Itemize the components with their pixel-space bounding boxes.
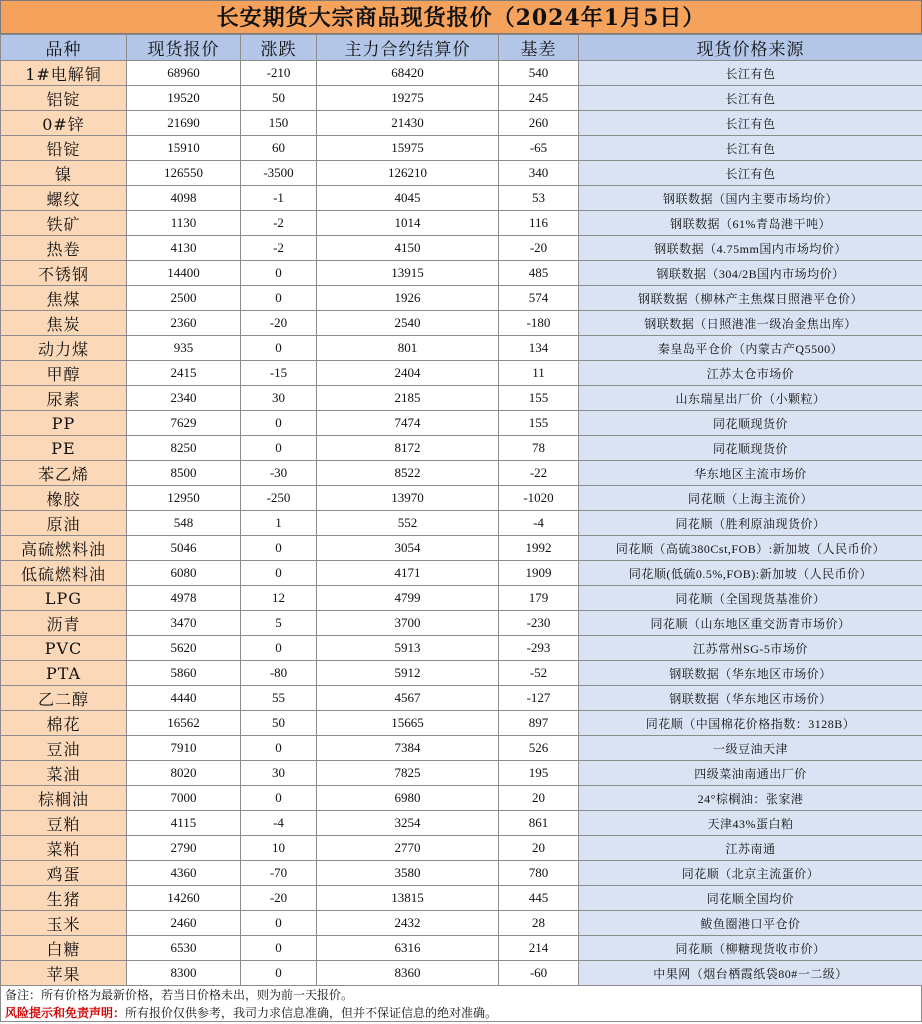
commodity-cell: 甲醇: [1, 361, 127, 386]
page-title: 长安期货大宗商品现货报价（2024年1月5日）: [0, 0, 922, 34]
table-row: [1, 111, 922, 136]
spot-price-cell: 8500: [127, 461, 241, 486]
price-source-cell: 同花顺现货价: [579, 436, 922, 461]
basis-cell: 28: [499, 911, 579, 936]
table-row: [1, 661, 922, 686]
spot-price-cell: 2415: [127, 361, 241, 386]
price-source-cell: 长江有色: [579, 136, 922, 161]
change-cell: 30: [241, 761, 317, 786]
price-source-cell: 同花顺（全国现货基准价）: [579, 586, 922, 611]
change-cell: -3500: [241, 161, 317, 186]
basis-cell: -65: [499, 136, 579, 161]
header-price-source: 现货价格来源: [579, 35, 922, 61]
commodity-cell: 原油: [1, 511, 127, 536]
basis-cell: 1909: [499, 561, 579, 586]
table-row: [1, 386, 922, 411]
spot-price-cell: 5620: [127, 636, 241, 661]
change-cell: 50: [241, 711, 317, 736]
price-source-cell: 同花顺（上海主流价）: [579, 486, 922, 511]
change-cell: 150: [241, 111, 317, 136]
change-cell: 0: [241, 911, 317, 936]
price-source-cell: 中果网（烟台栖霞纸袋80#一二级）: [579, 961, 922, 986]
change-cell: 5: [241, 611, 317, 636]
spot-price-cell: 19520: [127, 86, 241, 111]
table-row: [1, 436, 922, 461]
settlement-price-cell: 2432: [317, 911, 499, 936]
basis-cell: 134: [499, 336, 579, 361]
commodity-cell: 白糖: [1, 936, 127, 961]
spot-price-cell: 8020: [127, 761, 241, 786]
commodity-cell: 螺纹: [1, 186, 127, 211]
table-row: [1, 186, 922, 211]
settlement-price-cell: 8360: [317, 961, 499, 986]
commodity-cell: 热卷: [1, 236, 127, 261]
commodity-cell: 鸡蛋: [1, 861, 127, 886]
table-row: [1, 611, 922, 636]
price-source-cell: 长江有色: [579, 161, 922, 186]
settlement-price-cell: 7825: [317, 761, 499, 786]
commodity-cell: 乙二醇: [1, 686, 127, 711]
table-row: [1, 811, 922, 836]
spot-price-cell: 3470: [127, 611, 241, 636]
table-row: [1, 711, 922, 736]
spot-price-cell: 6530: [127, 936, 241, 961]
change-cell: 0: [241, 636, 317, 661]
price-source-cell: 钢联数据（华东地区市场价）: [579, 686, 922, 711]
basis-cell: 179: [499, 586, 579, 611]
price-source-cell: 山东瑞星出厂价（小颗粒）: [579, 386, 922, 411]
price-source-cell: 一级豆油天津: [579, 736, 922, 761]
price-source-cell: 钢联数据（304/2B国内市场均价）: [579, 261, 922, 286]
basis-cell: 53: [499, 186, 579, 211]
price-source-cell: 钢联数据（国内主要市场均价）: [579, 186, 922, 211]
basis-cell: 78: [499, 436, 579, 461]
settlement-price-cell: 21430: [317, 111, 499, 136]
basis-cell: 245: [499, 86, 579, 111]
spot-price-cell: 8250: [127, 436, 241, 461]
settlement-price-cell: 4799: [317, 586, 499, 611]
spot-price-cell: 4098: [127, 186, 241, 211]
price-source-cell: 同花顺（中国棉花价格指数：3128B）: [579, 711, 922, 736]
settlement-price-cell: 3054: [317, 536, 499, 561]
basis-cell: 780: [499, 861, 579, 886]
settlement-price-cell: 15665: [317, 711, 499, 736]
table-row: [1, 486, 922, 511]
spot-price-cell: 5046: [127, 536, 241, 561]
basis-cell: -20: [499, 236, 579, 261]
table-row: [1, 861, 922, 886]
change-cell: 50: [241, 86, 317, 111]
price-source-cell: 长江有色: [579, 86, 922, 111]
change-cell: 12: [241, 586, 317, 611]
basis-cell: 20: [499, 786, 579, 811]
basis-cell: 485: [499, 261, 579, 286]
basis-cell: -4: [499, 511, 579, 536]
change-cell: -4: [241, 811, 317, 836]
commodity-cell: 菜粕: [1, 836, 127, 861]
settlement-price-cell: 7474: [317, 411, 499, 436]
settlement-price-cell: 1014: [317, 211, 499, 236]
change-cell: -2: [241, 211, 317, 236]
spot-price-cell: 4360: [127, 861, 241, 886]
commodity-cell: LPG: [1, 586, 127, 611]
basis-cell: 897: [499, 711, 579, 736]
change-cell: -20: [241, 311, 317, 336]
spot-price-cell: 14260: [127, 886, 241, 911]
basis-cell: 340: [499, 161, 579, 186]
change-cell: 10: [241, 836, 317, 861]
table-row: [1, 961, 922, 986]
commodity-cell: 苯乙烯: [1, 461, 127, 486]
spot-price-cell: 4115: [127, 811, 241, 836]
basis-cell: -230: [499, 611, 579, 636]
price-source-cell: 同花顺(低硫0.5%,FOB):新加坡（人民币价）: [579, 561, 922, 586]
price-source-cell: 四级菜油南通出厂价: [579, 761, 922, 786]
table-row: [1, 536, 922, 561]
header-commodity: 品种: [1, 35, 127, 61]
change-cell: 0: [241, 411, 317, 436]
table-row: [1, 836, 922, 861]
commodity-cell: 动力煤: [1, 336, 127, 361]
commodity-cell: 不锈钢: [1, 261, 127, 286]
change-cell: 0: [241, 286, 317, 311]
basis-cell: 195: [499, 761, 579, 786]
basis-cell: 540: [499, 61, 579, 86]
table-row: [1, 411, 922, 436]
table-row: [1, 461, 922, 486]
settlement-price-cell: 126210: [317, 161, 499, 186]
basis-cell: 526: [499, 736, 579, 761]
change-cell: -1: [241, 186, 317, 211]
spot-price-cell: 126550: [127, 161, 241, 186]
risk-text: 所有报价仅供参考，我司力求信息准确，但并不保证信息的绝对准确。: [125, 1006, 498, 1020]
spot-price-cell: 15910: [127, 136, 241, 161]
change-cell: 0: [241, 961, 317, 986]
basis-cell: 260: [499, 111, 579, 136]
commodity-cell: 镍: [1, 161, 127, 186]
header-basis: 基差: [499, 35, 579, 61]
change-cell: 60: [241, 136, 317, 161]
basis-cell: -1020: [499, 486, 579, 511]
commodity-cell: 铝锭: [1, 86, 127, 111]
commodity-cell: 豆油: [1, 736, 127, 761]
table-row: [1, 886, 922, 911]
price-source-cell: 天津43%蛋白粕: [579, 811, 922, 836]
price-source-cell: 鲅鱼圈港口平仓价: [579, 911, 922, 936]
risk-disclaimer: [0, 1004, 922, 1022]
change-cell: 55: [241, 686, 317, 711]
table-row: [1, 786, 922, 811]
price-source-cell: 钢联数据（61%青岛港干吨）: [579, 211, 922, 236]
change-cell: -80: [241, 661, 317, 686]
spot-price-cell: 2790: [127, 836, 241, 861]
settlement-price-cell: 13970: [317, 486, 499, 511]
settlement-price-cell: 19275: [317, 86, 499, 111]
settlement-price-cell: 5913: [317, 636, 499, 661]
settlement-price-cell: 801: [317, 336, 499, 361]
price-source-cell: 同花顺（山东地区重交沥青市场价）: [579, 611, 922, 636]
change-cell: -30: [241, 461, 317, 486]
spot-price-cell: 4440: [127, 686, 241, 711]
price-source-cell: 江苏南通: [579, 836, 922, 861]
spot-price-cell: 6080: [127, 561, 241, 586]
settlement-price-cell: 2540: [317, 311, 499, 336]
table-row: [1, 211, 922, 236]
settlement-price-cell: 552: [317, 511, 499, 536]
table-row: [1, 136, 922, 161]
price-source-cell: 同花顺（高硫380Cst,FOB）:新加坡（人民币价）: [579, 536, 922, 561]
table-row: [1, 936, 922, 961]
settlement-price-cell: 2185: [317, 386, 499, 411]
change-cell: -70: [241, 861, 317, 886]
basis-cell: 861: [499, 811, 579, 836]
settlement-price-cell: 5912: [317, 661, 499, 686]
basis-cell: 155: [499, 386, 579, 411]
basis-cell: 20: [499, 836, 579, 861]
table-body: [1, 61, 922, 986]
commodity-cell: 尿素: [1, 386, 127, 411]
table-row: [1, 686, 922, 711]
commodity-cell: 苹果: [1, 961, 127, 986]
commodity-cell: 玉米: [1, 911, 127, 936]
price-table: [0, 34, 922, 986]
settlement-price-cell: 2404: [317, 361, 499, 386]
table-row: [1, 911, 922, 936]
basis-cell: 445: [499, 886, 579, 911]
table-row: [1, 561, 922, 586]
change-cell: 0: [241, 561, 317, 586]
spot-price-cell: 5860: [127, 661, 241, 686]
table-row: [1, 86, 922, 111]
table-row: [1, 736, 922, 761]
commodity-cell: 低硫燃料油: [1, 561, 127, 586]
spot-price-cell: 548: [127, 511, 241, 536]
spot-price-cell: 935: [127, 336, 241, 361]
spot-price-cell: 14400: [127, 261, 241, 286]
commodity-cell: 焦炭: [1, 311, 127, 336]
settlement-price-cell: 4045: [317, 186, 499, 211]
change-cell: 30: [241, 386, 317, 411]
header-spot-price: 现货报价: [127, 35, 241, 61]
price-source-cell: 钢联数据（日照港准一级冶金焦出库）: [579, 311, 922, 336]
settlement-price-cell: 13915: [317, 261, 499, 286]
price-source-cell: 江苏常州SG-5市场价: [579, 636, 922, 661]
price-source-cell: 长江有色: [579, 111, 922, 136]
basis-cell: -60: [499, 961, 579, 986]
commodity-cell: 沥青: [1, 611, 127, 636]
table-row: [1, 311, 922, 336]
settlement-price-cell: 3254: [317, 811, 499, 836]
basis-cell: -22: [499, 461, 579, 486]
price-source-cell: 同花顺全国均价: [579, 886, 922, 911]
settlement-price-cell: 8172: [317, 436, 499, 461]
commodity-cell: 生猪: [1, 886, 127, 911]
change-cell: 0: [241, 736, 317, 761]
settlement-price-cell: 1926: [317, 286, 499, 311]
commodity-cell: 焦煤: [1, 286, 127, 311]
commodity-cell: 铅锭: [1, 136, 127, 161]
spot-price-cell: 7910: [127, 736, 241, 761]
table-row: [1, 636, 922, 661]
commodity-cell: 菜油: [1, 761, 127, 786]
change-cell: 0: [241, 786, 317, 811]
commodity-cell: 棕榈油: [1, 786, 127, 811]
change-cell: 0: [241, 436, 317, 461]
settlement-price-cell: 15975: [317, 136, 499, 161]
header-change: 涨跌: [241, 35, 317, 61]
spot-price-cell: 7629: [127, 411, 241, 436]
spot-price-cell: 4978: [127, 586, 241, 611]
change-cell: 0: [241, 936, 317, 961]
commodity-cell: 橡胶: [1, 486, 127, 511]
price-source-cell: 华东地区主流市场价: [579, 461, 922, 486]
spot-price-cell: 1130: [127, 211, 241, 236]
spot-price-cell: 12950: [127, 486, 241, 511]
spot-price-cell: 2360: [127, 311, 241, 336]
commodity-cell: 0#锌: [1, 111, 127, 136]
change-cell: -15: [241, 361, 317, 386]
change-cell: -20: [241, 886, 317, 911]
settlement-price-cell: 13815: [317, 886, 499, 911]
commodity-cell: 棉花: [1, 711, 127, 736]
table-row: [1, 336, 922, 361]
spot-price-cell: 68960: [127, 61, 241, 86]
commodity-cell: PP: [1, 411, 127, 436]
basis-cell: 116: [499, 211, 579, 236]
price-source-cell: 江苏太仓市场价: [579, 361, 922, 386]
change-cell: 0: [241, 536, 317, 561]
settlement-price-cell: 2770: [317, 836, 499, 861]
spot-price-cell: 16562: [127, 711, 241, 736]
spot-price-cell: 21690: [127, 111, 241, 136]
change-cell: 0: [241, 261, 317, 286]
settlement-price-cell: 8522: [317, 461, 499, 486]
spot-price-cell: 7000: [127, 786, 241, 811]
table-row: [1, 261, 922, 286]
spot-price-cell: 2460: [127, 911, 241, 936]
commodity-cell: PTA: [1, 661, 127, 686]
spot-price-cell: 2340: [127, 386, 241, 411]
settlement-price-cell: 6316: [317, 936, 499, 961]
change-cell: 1: [241, 511, 317, 536]
settlement-price-cell: 3580: [317, 861, 499, 886]
settlement-price-cell: 3700: [317, 611, 499, 636]
basis-cell: 11: [499, 361, 579, 386]
change-cell: 0: [241, 336, 317, 361]
basis-cell: -127: [499, 686, 579, 711]
basis-cell: 574: [499, 286, 579, 311]
settlement-price-cell: 68420: [317, 61, 499, 86]
settlement-price-cell: 7384: [317, 736, 499, 761]
basis-cell: -52: [499, 661, 579, 686]
commodity-cell: PE: [1, 436, 127, 461]
table-row: [1, 161, 922, 186]
table-row: [1, 511, 922, 536]
change-cell: -250: [241, 486, 317, 511]
price-source-cell: 长江有色: [579, 61, 922, 86]
basis-cell: -180: [499, 311, 579, 336]
change-cell: -2: [241, 236, 317, 261]
change-cell: -210: [241, 61, 317, 86]
settlement-price-cell: 4150: [317, 236, 499, 261]
commodity-cell: 1#电解铜: [1, 61, 127, 86]
settlement-price-cell: 4171: [317, 561, 499, 586]
spot-price-cell: 4130: [127, 236, 241, 261]
table-row: [1, 761, 922, 786]
footnote: 备注：所有价格为最新价格，若当日价格未出，则为前一天报价。: [0, 986, 922, 1004]
price-source-cell: 同花顺（柳糖现货收市价）: [579, 936, 922, 961]
table-row: [1, 61, 922, 86]
settlement-price-cell: 4567: [317, 686, 499, 711]
basis-cell: 1992: [499, 536, 579, 561]
table-row: [1, 586, 922, 611]
spot-price-cell: 8300: [127, 961, 241, 986]
price-source-cell: 24°棕榈油：张家港: [579, 786, 922, 811]
price-source-cell: 钢联数据（柳林产主焦煤日照港平仓价）: [579, 286, 922, 311]
price-source-cell: 钢联数据（4.75mm国内市场均价）: [579, 236, 922, 261]
commodity-cell: PVC: [1, 636, 127, 661]
price-source-cell: 钢联数据（华东地区市场价）: [579, 661, 922, 686]
price-source-cell: 同花顺现货价: [579, 411, 922, 436]
risk-label: 风险提示和免责声明：: [5, 1006, 126, 1020]
commodity-cell: 高硫燃料油: [1, 536, 127, 561]
table-row: [1, 236, 922, 261]
price-source-cell: 同花顺（北京主流蛋价）: [579, 861, 922, 886]
basis-cell: 155: [499, 411, 579, 436]
basis-cell: -293: [499, 636, 579, 661]
commodity-cell: 豆粕: [1, 811, 127, 836]
settlement-price-cell: 6980: [317, 786, 499, 811]
table-row: [1, 286, 922, 311]
spot-price-cell: 2500: [127, 286, 241, 311]
table-row: [1, 361, 922, 386]
commodity-cell: 铁矿: [1, 211, 127, 236]
price-source-cell: 秦皇岛平仓价（内蒙古产Q5500）: [579, 336, 922, 361]
header-row: [1, 35, 922, 61]
price-source-cell: 同花顺（胜利原油现货价）: [579, 511, 922, 536]
header-settlement-price: 主力合约结算价: [317, 35, 499, 61]
basis-cell: 214: [499, 936, 579, 961]
